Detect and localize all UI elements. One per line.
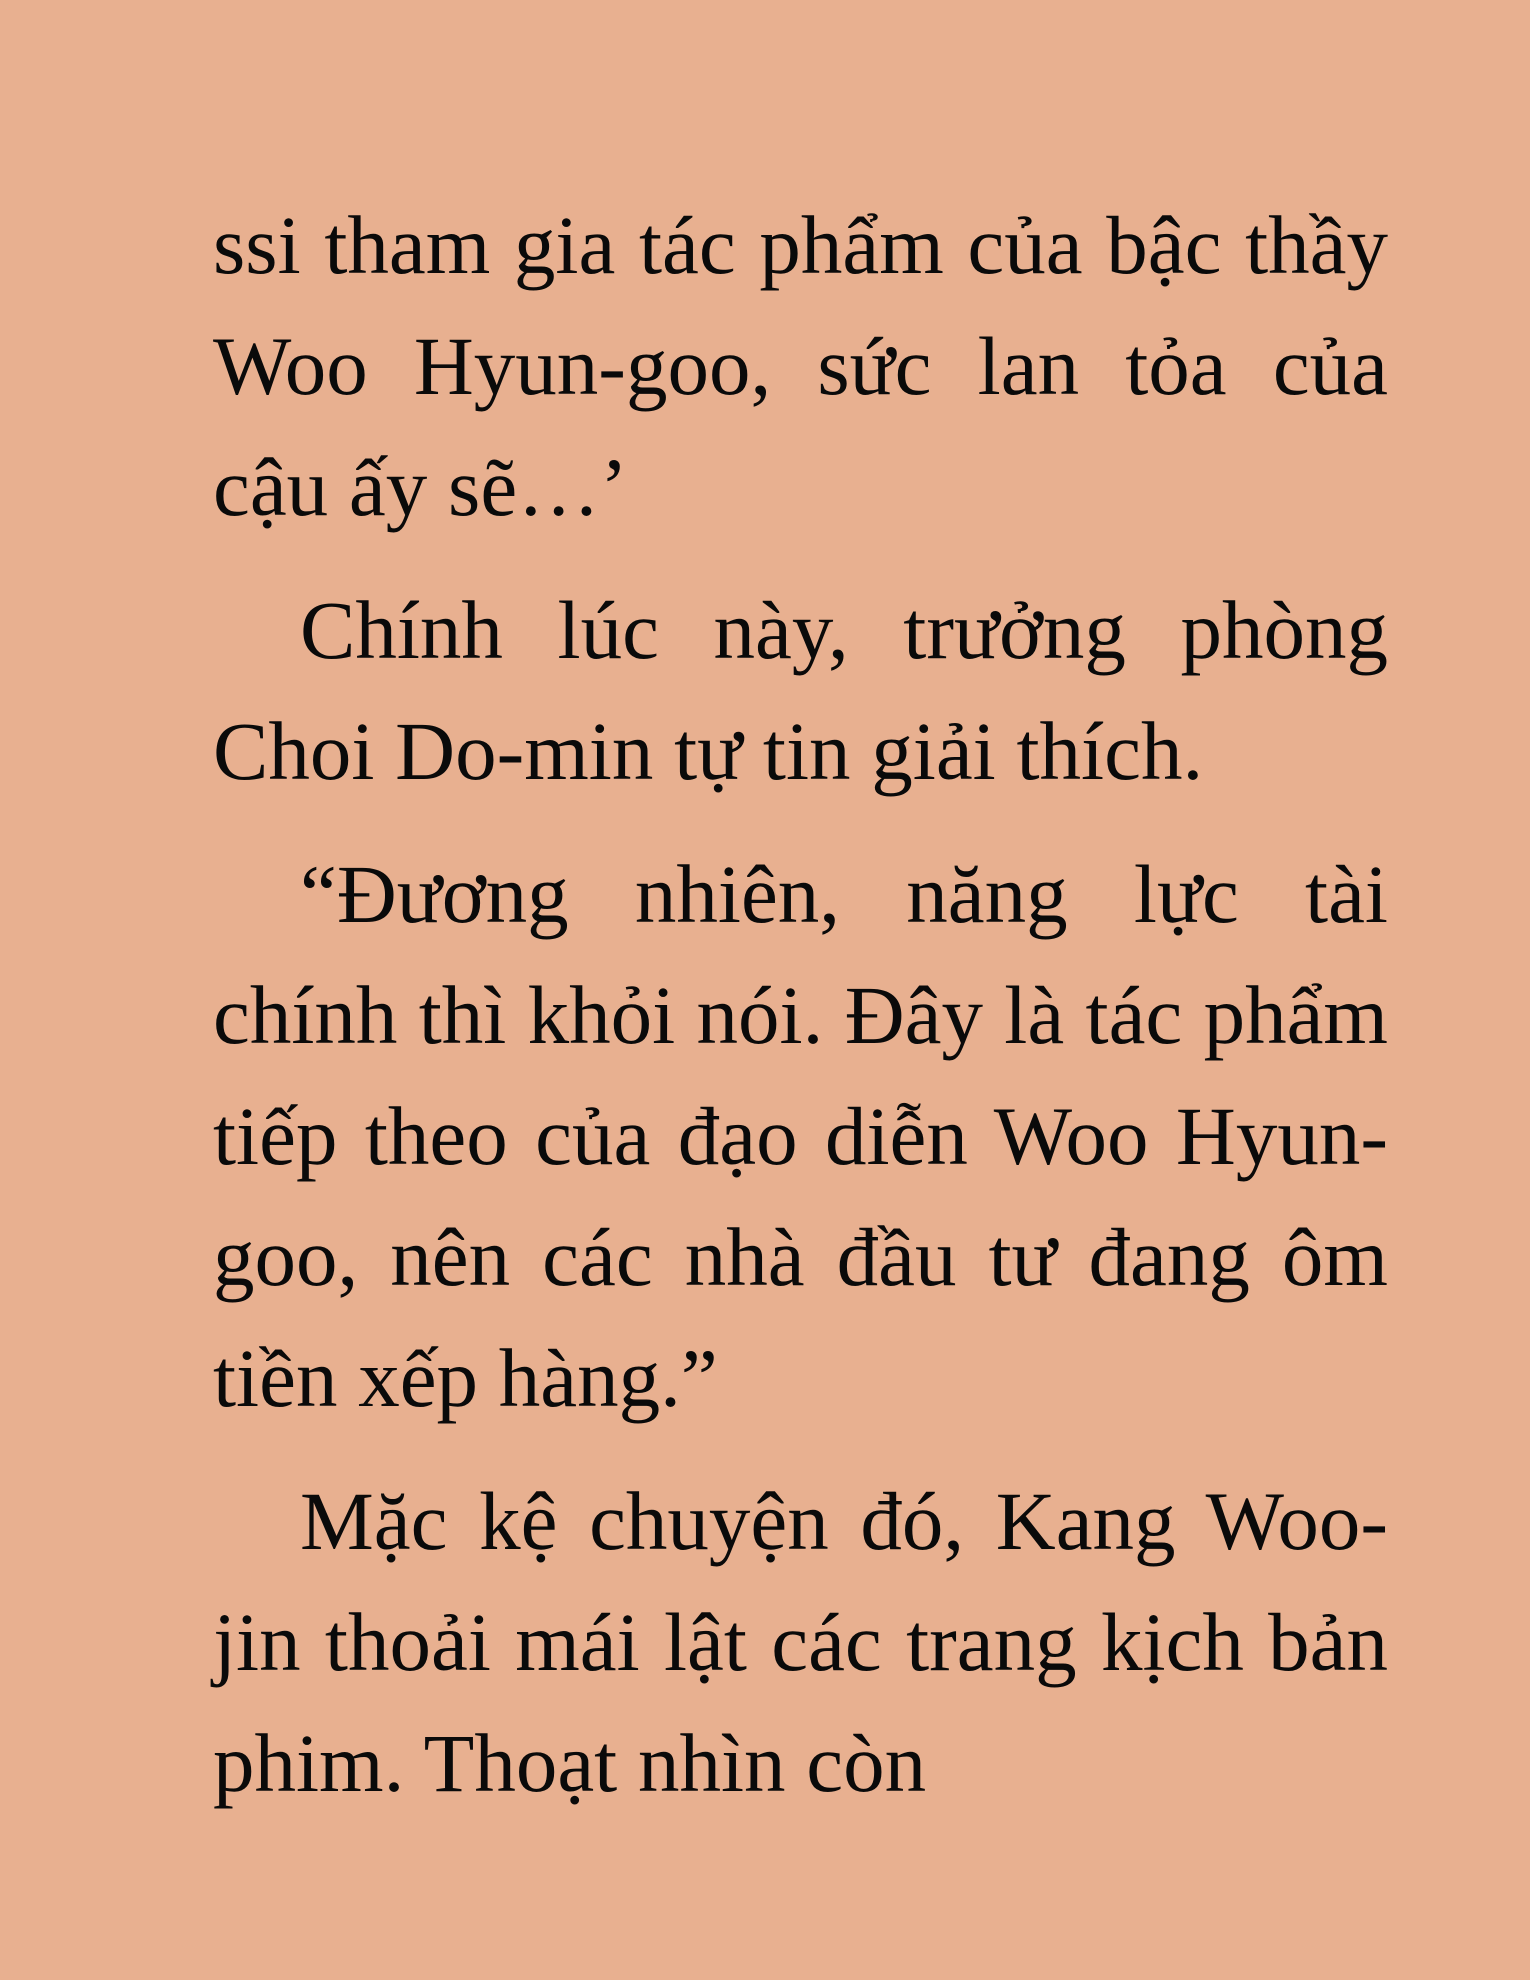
paragraph-narration: Chính lúc này, trưởng phòng Choi Do-min tự tin giải thích. xyxy=(213,584,1388,797)
page-body-text xyxy=(213,185,1388,1846)
paragraph-narration-2: Mặc kệ chuyện đó, Kang Woo-jin thoải mái lật các trang kịch bản phim. Thoạt nhìn còn xyxy=(213,1475,1388,1809)
paragraph-continuation: ssi tham gia tác phẩm của bậc thầy Woo Hyun-goo, sức lan tỏa của cậu ấy sẽ…’ xyxy=(213,199,1388,533)
paragraph-dialogue: “Đương nhiên, năng lực tài chính thì khỏi nói. Đây là tác phẩm tiếp theo của đạo diễn Woo Hyun-goo, nên các nhà đầu tư đang ôm tiền xếp hàng.” xyxy=(213,848,1388,1424)
